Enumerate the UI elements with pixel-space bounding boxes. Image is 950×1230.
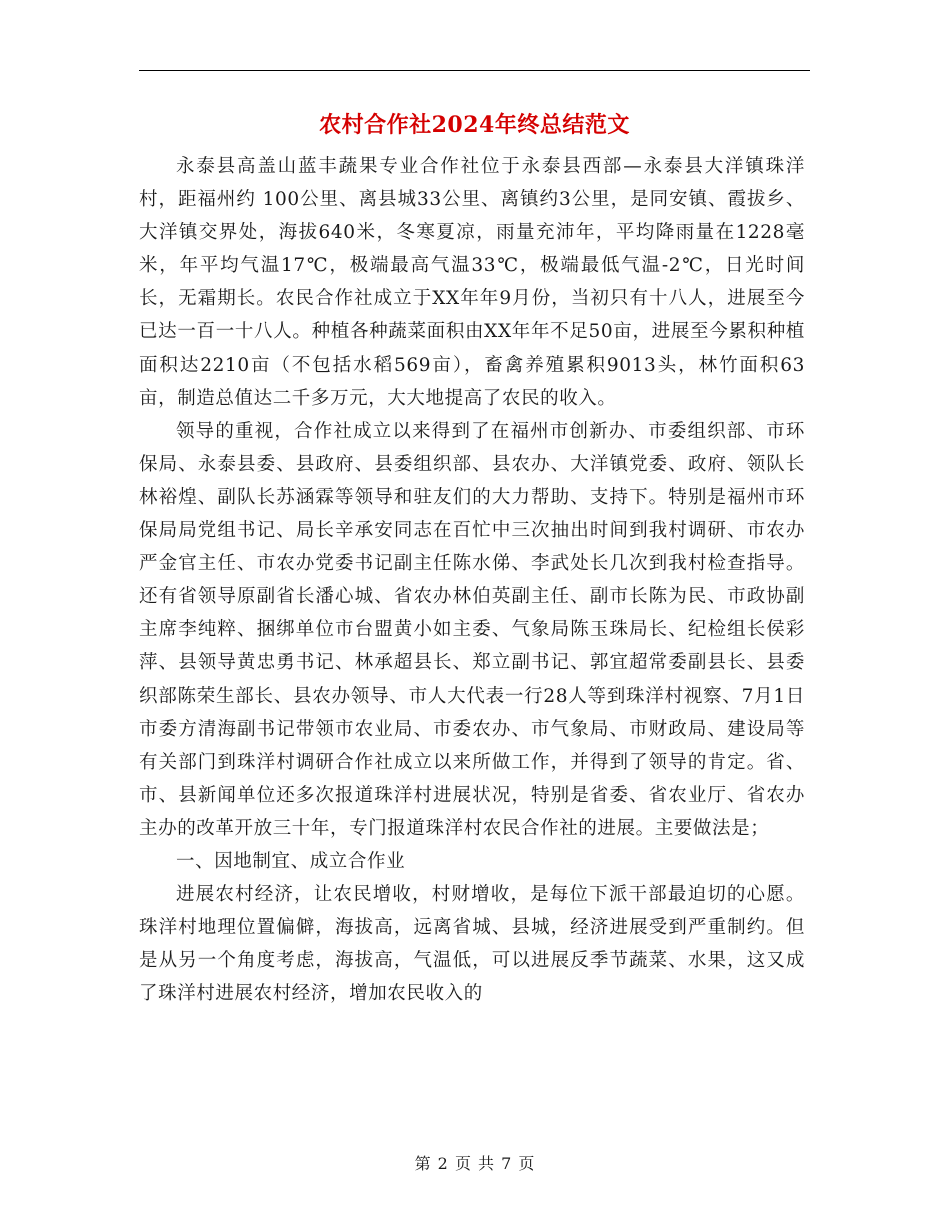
header-rule bbox=[139, 70, 810, 71]
page-footer bbox=[0, 1152, 950, 1176]
paragraph-leadership: 领导的重视，合作社成立以来得到了在福州市创新办、市委组织部、市环保局、永泰县委、县政府、县委组织部、县农办、大洋镇党委、政府、领队长林裕煌、副队长苏涵霖等领导和驻友们的大力帮助、支持下。特别是福州市环保局局党组书记、局长辛承安同志在百忙中三次抽出时间到我村调研、市农办严金官主任、市农办党委书记副主任陈水俤、李武处长几次到我村检查指导。还有省领导原副省长潘心城、省农办林伯英副主任、副市长陈为民、市政协副主席李纯粹、捆绑单位市台盟黄小如主委、气象局陈玉珠局长、纪检组长侯彩萍、县领导黄忠勇书记、林承超县长、郑立副书记、郭宜超常委副县长、县委织部陈荣生部长、县农办领导、市人大代表一行28人等到珠洋村视察、7月1日市委方清海副书记带领市农业局、市委农办、市气象局、市财政局、建设局等有关部门到珠洋村调研合作社成立以来所做工作，并得到了领导的肯定。省、市、县新闻单位还多次报道珠洋村进展状况，特别是省委、省农业厅、省农办主办的改革开放三十年，专门报道珠洋村农民合作社的进展。主要做法是； bbox=[139, 420, 805, 839]
document-body bbox=[139, 150, 805, 1010]
section-heading: 一、因地制宜、成立合作业 bbox=[176, 850, 406, 872]
document-title: 农村合作社2024年终总结范文 bbox=[319, 112, 630, 138]
page-number: 第 2 页 共 7 页 bbox=[414, 1154, 536, 1173]
paragraph-development: 进展农村经济，让农民增收，村财增收，是每位下派干部最迫切的心愿。珠洋村地理位置偏僻，海拔高，远离省城、县城，经济进展受到严重制约。但是从另一个角度考虑，海拔高，气温低，可以进展反季节蔬菜、水果，这又成了珠洋村进展农村经济，增加农民收入的 bbox=[139, 884, 805, 1005]
paragraph-intro: 永泰县高盖山蓝丰蔬果专业合作社位于永泰县西部—永泰县大洋镇珠洋村，距福州约 100公里、离县城33公里、离镇约3公里，是同安镇、霞拔乡、大洋镇交界处，海拔640米，冬寒夏凉，雨量充沛年，平均降雨量在1228毫米，年平均气温17℃，极端最高气温33℃，极端最低气温-2℃，日光时间长，无霜期长。农民合作社成立于XX年年9月份，当初只有十八人，进展至今已达一百一十八人。种植各种蔬菜面积由XX年年不足50亩，进展至今累积种植面积达2210亩（不包括水稻569亩），畜禽养殖累积9013头，林竹面积63亩，制造总值达二千多万元，大大地提高了农民的收入。 bbox=[139, 156, 805, 409]
